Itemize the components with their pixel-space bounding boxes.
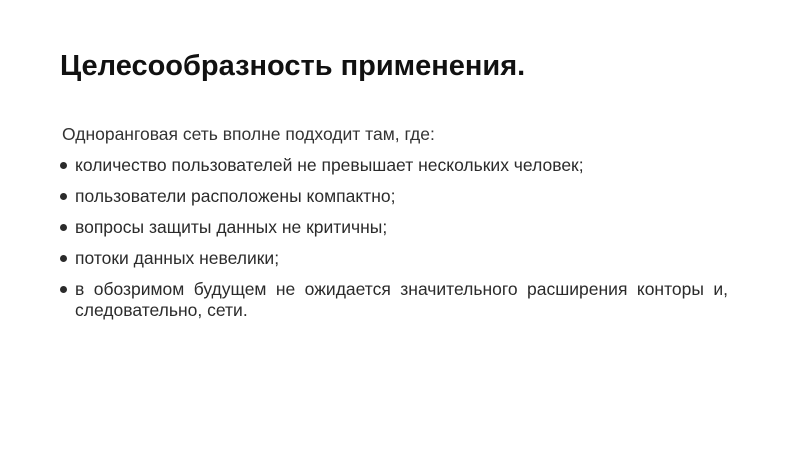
bullet-item	[60, 155, 728, 176]
bullet-list	[60, 155, 728, 331]
bullet-dot-icon	[60, 255, 67, 262]
bullet-item	[60, 279, 728, 321]
bullet-text: вопросы защиты данных не критичны;	[75, 217, 388, 237]
bullet-dot-icon	[60, 286, 67, 293]
bullet-dot-icon	[60, 193, 67, 200]
bullet-item	[60, 248, 728, 269]
intro-text: Одноранговая сеть вполне подходит там, где:	[62, 124, 435, 144]
bullet-text: пользователи расположены компактно;	[75, 186, 396, 206]
bullet-item	[60, 217, 728, 238]
slide-title: Целесообразность применения.	[60, 50, 526, 82]
bullet-text: в обозримом будущем не ожидается значительного расширения конторы и, следовательно, сети.	[75, 279, 728, 320]
bullet-dot-icon	[60, 224, 67, 231]
bullet-text: количество пользователей не превышает нескольких человек;	[75, 155, 584, 175]
bullet-dot-icon	[60, 162, 67, 169]
bullet-text: потоки данных невелики;	[75, 248, 280, 268]
bullet-item	[60, 186, 728, 207]
